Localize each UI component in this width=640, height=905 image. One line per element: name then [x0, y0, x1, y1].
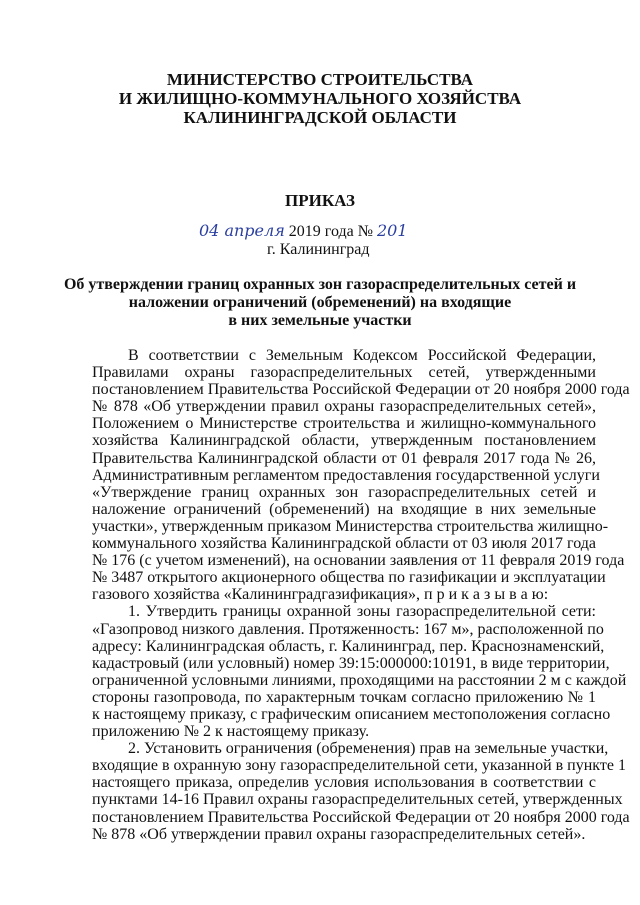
paragraph-line: «Утверждение границ охранных зон газораспределительных сетей и: [92, 483, 596, 501]
paragraph-line: № 3487 открытого акционерного общества по газификации и эксплуатации: [92, 569, 606, 587]
paragraph-line: постановлением Правительства Российской Федерации от 20 ноября 2000 года: [92, 381, 630, 399]
paragraph-line: Положением о Министерстве строительства и жилищно-коммунального: [92, 415, 596, 433]
paragraph-line: Правилами охраны газораспределительных сетей, утвержденными: [92, 364, 596, 382]
ministry-name: [0, 70, 640, 127]
ministry-name-line: КАЛИНИНГРАДСКОЙ ОБЛАСТИ: [183, 108, 457, 127]
paragraph-line: В соответствии с Земельным Кодексом Российской Федерации,: [128, 347, 596, 364]
order-date-line: [199, 221, 408, 241]
order-year: 2019 года №: [288, 223, 373, 240]
paragraph-line: пунктами 14-16 Правил охраны газораспределительных сетей, утвержденных: [92, 791, 623, 809]
ministry-name-line: МИНИСТЕРСТВО СТРОИТЕЛЬСТВА: [166, 70, 474, 89]
handwritten-date: 04 апреля: [199, 221, 285, 240]
paragraph-line: № 176 (с учетом изменений), на основании заявления от 11 февраля 2019 года: [92, 552, 625, 570]
paragraph-line: 2. Установить ограничения (обременения) прав на земельные участки,: [128, 740, 609, 758]
paragraph: [92, 347, 630, 604]
paragraph-line: к настоящему приказу, с графическим описанием местоположения согласно: [92, 705, 611, 723]
handwritten-order-number: 201: [377, 221, 408, 240]
paragraph-line: ограниченной условными линиями, проходящими на расстоянии 2 м с каждой: [92, 671, 627, 689]
paragraph-line: постановлением Правительства Российской Федерации от 20 ноября 2000 года: [92, 808, 630, 826]
paragraph-line: 1. Утвердить границы охранной зоны газораспределительной сети:: [128, 603, 596, 621]
paragraph-line: Правительства Калининградской области от 01 февраля 2017 года № 26,: [92, 449, 596, 467]
paragraph-line: настоящего приказа, определив условия использования в соответствии с: [92, 774, 596, 792]
paragraph: [92, 603, 627, 741]
document-type: ПРИКАЗ: [285, 191, 355, 210]
paragraph-line: хозяйства Калининградской области, утвержденным постановлением: [92, 432, 596, 450]
paragraph-line: № 878 «Об утверждении правил охраны газораспределительных сетей»,: [92, 398, 596, 416]
paragraph-line: № 878 «Об утверждении правил охраны газораспределительных сетей».: [92, 825, 586, 843]
paragraph-line: стороны газопровода, по характерным точкам согласно приложению № 1: [92, 688, 596, 706]
paragraph-line: «Газопровод низкого давления. Протяженность: 167 м», расположенной по: [92, 620, 604, 638]
subject-line: в них земельные участки: [228, 312, 412, 329]
paragraph-line: приложению № 2 к настоящему приказу.: [92, 723, 370, 741]
ministry-name-line: И ЖИЛИЩНО-КОММУНАЛЬНОГО ХОЗЯЙСТВА: [118, 89, 522, 108]
paragraph-line: наложение ограничений (обременений) на входящие в них земельные: [92, 500, 596, 518]
paragraph-line: входящие в охранную зону газораспределительной сети, указанной в пункте 1: [92, 757, 626, 775]
paragraph-line: коммунального хозяйства Калининградской области от 03 июля 2017 года: [92, 535, 596, 553]
city: г. Калининград: [267, 241, 370, 258]
subject-line: наложении ограничений (обременений) на входящие: [128, 294, 512, 311]
paragraph: [92, 740, 630, 843]
order-body: [92, 347, 630, 843]
order-subject: [0, 276, 640, 330]
paragraph-line: газового хозяйства «Калининградгазификация», п р и к а з ы в а ю:: [92, 586, 549, 604]
paragraph-line: Административным регламентом предоставления государственной услуги: [92, 466, 600, 484]
paragraph-line: участки», утвержденным приказом Министерства строительства жилищно-: [92, 517, 609, 535]
paragraph-line: кадастровый (или условный) номер 39:15:000000:10191, в виде территории,: [92, 654, 610, 672]
subject-line: Об утверждении границ охранных зон газораспределительных сетей и: [63, 276, 577, 293]
paragraph-line: адресу: Калининградская область, г. Калининград, пер. Краснознаменский,: [92, 637, 605, 655]
